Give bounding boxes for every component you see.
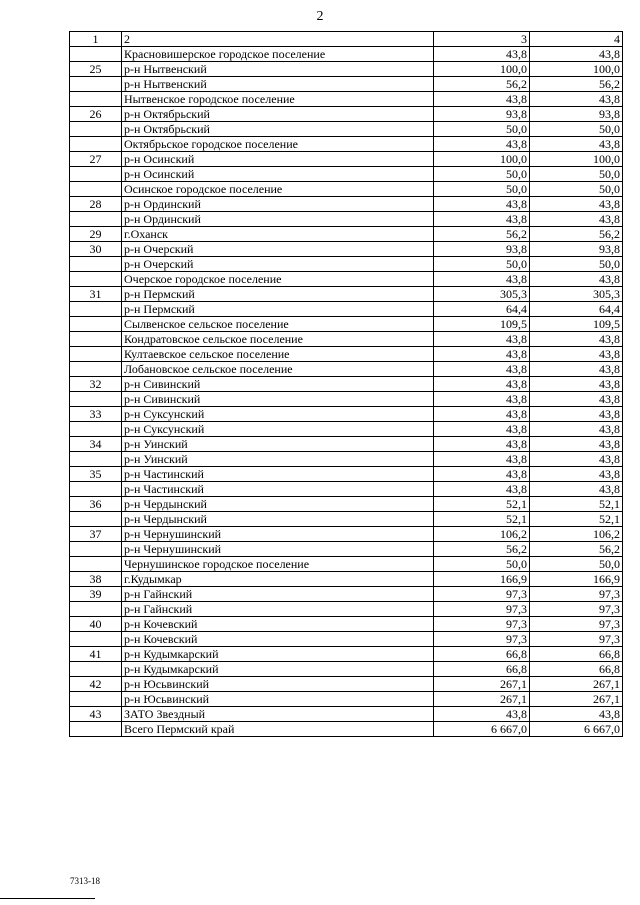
territory-name-cell: р-н Кочевский <box>122 617 434 632</box>
territory-name-cell: Октябрьское городское поселение <box>122 137 434 152</box>
page-number: 2 <box>316 9 324 24</box>
column-3-value-cell: 43,8 <box>434 482 530 497</box>
table-row <box>70 152 623 167</box>
row-number-cell <box>70 692 122 707</box>
column-4-value-cell: 66,8 <box>530 647 623 662</box>
row-number-cell: 27 <box>70 152 122 167</box>
territory-name-cell: р-н Сивинский <box>122 392 434 407</box>
column-3-value-cell: 43,8 <box>434 437 530 452</box>
table-row <box>70 662 623 677</box>
row-number-cell: 25 <box>70 62 122 77</box>
territory-name-cell: р-н Частинский <box>122 467 434 482</box>
column-3-value-cell: 43,8 <box>434 392 530 407</box>
column-3-value-cell: 97,3 <box>434 632 530 647</box>
column-4-value-cell: 6 667,0 <box>530 722 623 737</box>
territory-name-cell: р-н Суксунский <box>122 407 434 422</box>
allocation-table <box>69 31 623 737</box>
column-4-value-cell: 43,8 <box>530 47 623 62</box>
table-row <box>70 122 623 137</box>
row-number-cell: 30 <box>70 242 122 257</box>
column-4-value-cell: 43,8 <box>530 332 623 347</box>
table-row <box>70 287 623 302</box>
column-4-value-cell: 43,8 <box>530 272 623 287</box>
row-number-cell <box>70 167 122 182</box>
column-4-value-cell: 43,8 <box>530 92 623 107</box>
table-row <box>70 302 623 317</box>
row-number-cell <box>70 602 122 617</box>
column-4-value-cell: 267,1 <box>530 677 623 692</box>
table-row <box>70 452 623 467</box>
column-4-value-cell: 43,8 <box>530 392 623 407</box>
column-4-value-cell: 106,2 <box>530 527 623 542</box>
territory-name-cell: р-н Нытвенский <box>122 62 434 77</box>
row-number-cell: 34 <box>70 437 122 452</box>
territory-name-cell: р-н Очерский <box>122 242 434 257</box>
column-header-2: 2 <box>122 32 434 47</box>
table-row <box>70 212 623 227</box>
column-4-value-cell: 100,0 <box>530 152 623 167</box>
column-3-value-cell: 100,0 <box>434 62 530 77</box>
column-3-value-cell: 43,8 <box>434 332 530 347</box>
row-number-cell: 28 <box>70 197 122 212</box>
territory-name-cell: р-н Юсьвинский <box>122 692 434 707</box>
table-row <box>70 692 623 707</box>
row-number-cell: 40 <box>70 617 122 632</box>
column-4-value-cell: 52,1 <box>530 497 623 512</box>
column-4-value-cell: 43,8 <box>530 707 623 722</box>
table-row <box>70 557 623 572</box>
column-3-value-cell: 43,8 <box>434 137 530 152</box>
territory-name-cell: ЗАТО Звездный <box>122 707 434 722</box>
column-4-value-cell: 305,3 <box>530 287 623 302</box>
column-header-1: 1 <box>70 32 122 47</box>
column-4-value-cell: 267,1 <box>530 692 623 707</box>
territory-name-cell: г.Кудымкар <box>122 572 434 587</box>
table-row <box>70 62 623 77</box>
row-number-cell <box>70 512 122 527</box>
row-number-cell <box>70 722 122 737</box>
table-row <box>70 467 623 482</box>
row-number-cell: 29 <box>70 227 122 242</box>
territory-name-cell: Сылвенское сельское поселение <box>122 317 434 332</box>
column-4-value-cell: 50,0 <box>530 257 623 272</box>
territory-name-cell: Култаевское сельское поселение <box>122 347 434 362</box>
territory-name-cell: р-н Гайнский <box>122 587 434 602</box>
column-4-value-cell: 97,3 <box>530 617 623 632</box>
column-header-4: 4 <box>530 32 623 47</box>
row-number-cell <box>70 317 122 332</box>
territory-name-cell: р-н Суксунский <box>122 422 434 437</box>
table-row <box>70 677 623 692</box>
table-row <box>70 707 623 722</box>
row-number-cell <box>70 272 122 287</box>
territory-name-cell: Лобановское сельское поселение <box>122 362 434 377</box>
row-number-cell: 41 <box>70 647 122 662</box>
column-3-value-cell: 43,8 <box>434 92 530 107</box>
column-3-value-cell: 93,8 <box>434 242 530 257</box>
column-4-value-cell: 43,8 <box>530 437 623 452</box>
table-row <box>70 572 623 587</box>
column-4-value-cell: 43,8 <box>530 197 623 212</box>
territory-name-cell: г.Оханск <box>122 227 434 242</box>
row-number-cell: 32 <box>70 377 122 392</box>
row-number-cell <box>70 542 122 557</box>
column-4-value-cell: 43,8 <box>530 467 623 482</box>
row-number-cell <box>70 137 122 152</box>
column-3-value-cell: 56,2 <box>434 542 530 557</box>
row-number-cell: 36 <box>70 497 122 512</box>
territory-name-cell: р-н Кудымкарский <box>122 662 434 677</box>
column-3-value-cell: 97,3 <box>434 587 530 602</box>
territory-name-cell: р-н Осинский <box>122 167 434 182</box>
column-3-value-cell: 43,8 <box>434 272 530 287</box>
territory-name-cell: Всего Пермский край <box>122 722 434 737</box>
row-number-cell <box>70 362 122 377</box>
table-row <box>70 542 623 557</box>
territory-name-cell: р-н Нытвенский <box>122 77 434 92</box>
table-row <box>70 422 623 437</box>
territory-name-cell: р-н Чернушинский <box>122 542 434 557</box>
territory-name-cell: Осинское городское поселение <box>122 182 434 197</box>
table-row <box>70 242 623 257</box>
table-row <box>70 257 623 272</box>
column-3-value-cell: 97,3 <box>434 602 530 617</box>
row-number-cell <box>70 257 122 272</box>
row-number-cell <box>70 92 122 107</box>
column-4-value-cell: 43,8 <box>530 137 623 152</box>
column-4-value-cell: 97,3 <box>530 632 623 647</box>
row-number-cell: 37 <box>70 527 122 542</box>
table-row <box>70 497 623 512</box>
column-4-value-cell: 66,8 <box>530 662 623 677</box>
column-3-value-cell: 66,8 <box>434 662 530 677</box>
column-3-value-cell: 43,8 <box>434 197 530 212</box>
table-row <box>70 77 623 92</box>
row-number-cell <box>70 122 122 137</box>
column-3-value-cell: 50,0 <box>434 182 530 197</box>
territory-name-cell: р-н Кудымкарский <box>122 647 434 662</box>
column-3-value-cell: 6 667,0 <box>434 722 530 737</box>
column-3-value-cell: 43,8 <box>434 707 530 722</box>
table-row <box>70 362 623 377</box>
table-row <box>70 377 623 392</box>
column-3-value-cell: 109,5 <box>434 317 530 332</box>
column-4-value-cell: 50,0 <box>530 167 623 182</box>
table-row <box>70 722 623 737</box>
table-row <box>70 347 623 362</box>
territory-name-cell: Чернушинское городское поселение <box>122 557 434 572</box>
territory-name-cell: Очерское городское поселение <box>122 272 434 287</box>
row-number-cell <box>70 632 122 647</box>
column-4-value-cell: 43,8 <box>530 482 623 497</box>
column-4-value-cell: 56,2 <box>530 227 623 242</box>
row-number-cell <box>70 302 122 317</box>
territory-name-cell: р-н Частинский <box>122 482 434 497</box>
row-number-cell: 33 <box>70 407 122 422</box>
table-row <box>70 227 623 242</box>
table-row <box>70 632 623 647</box>
column-4-value-cell: 50,0 <box>530 557 623 572</box>
column-4-value-cell: 43,8 <box>530 362 623 377</box>
column-3-value-cell: 267,1 <box>434 692 530 707</box>
territory-name-cell: р-н Уинский <box>122 452 434 467</box>
row-number-cell <box>70 452 122 467</box>
column-3-value-cell: 100,0 <box>434 152 530 167</box>
column-3-value-cell: 50,0 <box>434 167 530 182</box>
column-4-value-cell: 43,8 <box>530 422 623 437</box>
territory-name-cell: р-н Ординский <box>122 197 434 212</box>
table-row <box>70 167 623 182</box>
table-row <box>70 47 623 62</box>
column-3-value-cell: 64,4 <box>434 302 530 317</box>
column-4-value-cell: 97,3 <box>530 602 623 617</box>
table-header-row <box>70 32 623 47</box>
territory-name-cell: р-н Чернушинский <box>122 527 434 542</box>
column-3-value-cell: 43,8 <box>434 212 530 227</box>
table-row <box>70 602 623 617</box>
row-number-cell: 26 <box>70 107 122 122</box>
column-4-value-cell: 109,5 <box>530 317 623 332</box>
column-3-value-cell: 43,8 <box>434 347 530 362</box>
column-4-value-cell: 43,8 <box>530 377 623 392</box>
table-row <box>70 332 623 347</box>
table-row <box>70 392 623 407</box>
column-3-value-cell: 93,8 <box>434 107 530 122</box>
row-number-cell <box>70 332 122 347</box>
column-4-value-cell: 43,8 <box>530 212 623 227</box>
territory-name-cell: р-н Сивинский <box>122 377 434 392</box>
territory-name-cell: р-н Октябрьский <box>122 107 434 122</box>
column-4-value-cell: 43,8 <box>530 347 623 362</box>
column-4-value-cell: 50,0 <box>530 182 623 197</box>
row-number-cell: 43 <box>70 707 122 722</box>
row-number-cell <box>70 662 122 677</box>
row-number-cell: 38 <box>70 572 122 587</box>
table-row <box>70 527 623 542</box>
territory-name-cell: р-н Чердынский <box>122 497 434 512</box>
column-3-value-cell: 66,8 <box>434 647 530 662</box>
row-number-cell <box>70 182 122 197</box>
table-body <box>70 47 623 737</box>
table-row <box>70 272 623 287</box>
row-number-cell <box>70 347 122 362</box>
column-4-value-cell: 52,1 <box>530 512 623 527</box>
column-3-value-cell: 166,9 <box>434 572 530 587</box>
table-row <box>70 482 623 497</box>
table-row <box>70 107 623 122</box>
table-row <box>70 92 623 107</box>
row-number-cell: 31 <box>70 287 122 302</box>
row-number-cell: 35 <box>70 467 122 482</box>
territory-name-cell: р-н Очерский <box>122 257 434 272</box>
column-3-value-cell: 50,0 <box>434 257 530 272</box>
territory-name-cell: Красновишерское городское поселение <box>122 47 434 62</box>
table-row <box>70 317 623 332</box>
territory-name-cell: р-н Чердынский <box>122 512 434 527</box>
territory-name-cell: р-н Октябрьский <box>122 122 434 137</box>
column-4-value-cell: 43,8 <box>530 407 623 422</box>
column-3-value-cell: 56,2 <box>434 227 530 242</box>
row-number-cell: 39 <box>70 587 122 602</box>
row-number-cell <box>70 47 122 62</box>
column-3-value-cell: 43,8 <box>434 377 530 392</box>
column-4-value-cell: 93,8 <box>530 107 623 122</box>
territory-name-cell: р-н Уинский <box>122 437 434 452</box>
column-4-value-cell: 56,2 <box>530 77 623 92</box>
row-number-cell <box>70 77 122 92</box>
column-3-value-cell: 52,1 <box>434 497 530 512</box>
column-4-value-cell: 50,0 <box>530 122 623 137</box>
column-3-value-cell: 56,2 <box>434 77 530 92</box>
document-code: 7313-18 <box>70 876 100 886</box>
territory-name-cell: Кондратовское сельское поселение <box>122 332 434 347</box>
row-number-cell <box>70 557 122 572</box>
row-number-cell <box>70 422 122 437</box>
column-4-value-cell: 64,4 <box>530 302 623 317</box>
column-4-value-cell: 166,9 <box>530 572 623 587</box>
table-row <box>70 587 623 602</box>
territory-name-cell: р-н Осинский <box>122 152 434 167</box>
column-3-value-cell: 43,8 <box>434 422 530 437</box>
table-row <box>70 197 623 212</box>
column-3-value-cell: 43,8 <box>434 452 530 467</box>
column-3-value-cell: 50,0 <box>434 557 530 572</box>
column-4-value-cell: 56,2 <box>530 542 623 557</box>
row-number-cell <box>70 482 122 497</box>
row-number-cell <box>70 212 122 227</box>
row-number-cell: 42 <box>70 677 122 692</box>
territory-name-cell: р-н Юсьвинский <box>122 677 434 692</box>
table-row <box>70 182 623 197</box>
column-3-value-cell: 97,3 <box>434 617 530 632</box>
column-4-value-cell: 43,8 <box>530 452 623 467</box>
column-3-value-cell: 52,1 <box>434 512 530 527</box>
column-4-value-cell: 93,8 <box>530 242 623 257</box>
table-row <box>70 137 623 152</box>
column-3-value-cell: 43,8 <box>434 47 530 62</box>
territory-name-cell: р-н Пермский <box>122 287 434 302</box>
column-3-value-cell: 106,2 <box>434 527 530 542</box>
territory-name-cell: Нытвенское городское поселение <box>122 92 434 107</box>
territory-name-cell: р-н Гайнский <box>122 602 434 617</box>
column-3-value-cell: 43,8 <box>434 407 530 422</box>
column-4-value-cell: 100,0 <box>530 62 623 77</box>
column-3-value-cell: 43,8 <box>434 362 530 377</box>
table-row <box>70 512 623 527</box>
table-row <box>70 647 623 662</box>
territory-name-cell: р-н Пермский <box>122 302 434 317</box>
column-4-value-cell: 97,3 <box>530 587 623 602</box>
territory-name-cell: р-н Ординский <box>122 212 434 227</box>
column-3-value-cell: 50,0 <box>434 122 530 137</box>
territory-name-cell: р-н Кочевский <box>122 632 434 647</box>
table-row <box>70 617 623 632</box>
row-number-cell <box>70 392 122 407</box>
column-3-value-cell: 43,8 <box>434 467 530 482</box>
footer-rule <box>0 898 95 899</box>
column-3-value-cell: 267,1 <box>434 677 530 692</box>
table-row <box>70 407 623 422</box>
column-header-3: 3 <box>434 32 530 47</box>
table-row <box>70 437 623 452</box>
column-3-value-cell: 305,3 <box>434 287 530 302</box>
